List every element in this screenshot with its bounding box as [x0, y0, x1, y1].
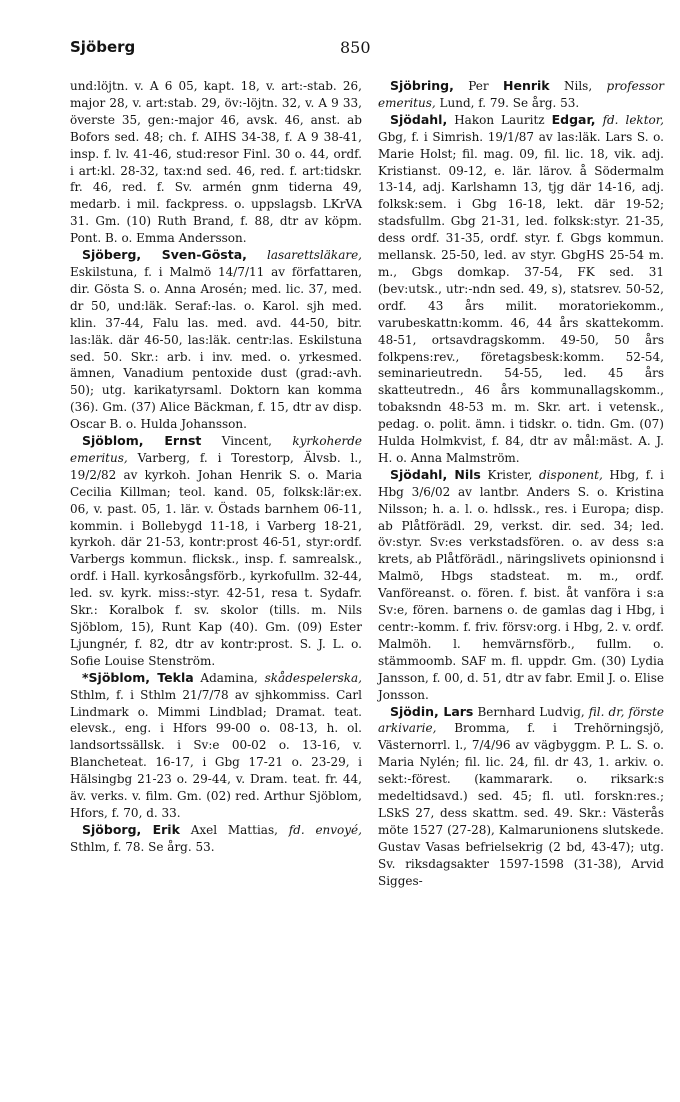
entry-surname: Sjödahl, [390, 111, 448, 127]
entry-given-names-tail: Nils, [549, 79, 593, 93]
entry-given-names: Bernhard Ludvig, [473, 704, 585, 719]
entry-text: Gbg, f. i Simrish. 19/1/87 av las:läk. Lars S. o. Marie Holst; fil. mag. 09, fil. lic. 18, vik. adj. Kristianst. 09-12, e. lär. lärov. å Södermalm 13-14, adj. Karlshamn 13, tjg där 14-16, adj. folksk:sem. i Gbg 16-18, lekt. där 19-52; stadsfullm. Gbg 21-31, led. folksk:styr. 21-35, dess ordf. 31-35, ordf. styr. f. Gbgs kommun. mellansk. 25-50, led. av styr. GbgHS 25-54 m. m., Gbgs domkap. 37-54, FK sed. 31 (bev:utsk., utr:-ndn sed. 49, s), statsrev. 50-52, ordf. 43 års milit. moratoriekomm., varubeskattn:komm. 46, 44 års skattekomm. 48-51, ortsavdragskomm. 49-50, 50 års folkpens:rev., företagsbesk:komm. 52-54, seminarieutredn. 54-55, led. 45 års skatteutredn., 46 års kommunallagskomm., tobaksndn 48-53 m. m. Skr. art. i vetensk., pedag. o. polit. ämn. i tidskr. o. tidn. Gm. (07) Hulda Holmkvist, f. 84, dtr av mål:mäst. A. J. H. o. Anna Malmström. [378, 129, 664, 465]
biography-entry [70, 433, 362, 670]
running-head: Sjöberg [70, 38, 136, 56]
entry-text: Hbg, f. i Hbg 3/6/02 av lantbr. Anders S. o. Kristina Nilsson; h. a. l. o. hdlssk., res. i Europa; disp. ab Plåtförädl. 29, verkst. dir. sed. 34; led. öv:styr. Sv:es verkstadsfören. o. av dess s:a krets, ab Plåtförädl., näringslivets opinionsnd i Malmö, Hbgs stadsteat. m. m., ordf. Vanföreanst. o. fören. f. bist. åt vanföra i s:a Sv:e, fören. barnens o. de gamlas dag i Hbg, i centr:-komm. f. friv. försv:org. i Hbg, 2. v. ordf. Malmöh. l. hemvärnsförb., fullm. o. stämmoomb. SAF m. fl. uppdr. Gm. (30) Lydia Jansson, f. 00, d. 51, dtr av fabr. Emil J. o. Elise Jonsson. [378, 467, 664, 702]
entry-occupation: fd. envoyé, [288, 822, 362, 837]
entry-given-names: Krister, [480, 467, 533, 482]
entry-surname: Sjöblom, Ernst [82, 433, 202, 449]
entry-given-names: Per [453, 79, 503, 93]
entry-call-name: Edgar, [551, 111, 596, 127]
entry-surname: Sjöberg, Sven-Gösta, [82, 247, 247, 263]
entry-continuation [70, 78, 362, 247]
right-column [378, 78, 664, 890]
entry-occupation: skådespelerska, [264, 670, 362, 685]
biography-entry [378, 704, 664, 890]
entry-occupation: disponent, [538, 467, 603, 482]
page-header [70, 38, 630, 62]
entry-surname: Sjöbring, [390, 78, 454, 93]
entry-text: Sthlm, f. 78. Se årg. 53. [70, 839, 215, 854]
entry-text: Varberg, f. i Torestorp, Älvsb. l., 19/2/82 av kyrkoh. Johan Henrik S. o. Maria Cecilia Killman; teol. kand. 05, folksk:lär:ex. 06, v. past. 05, 1. lär. v. Östads barnhem 06-11, kommin. i Bollebygd 11-18, i Varberg 18-21, kyrkoh. där 21-53, kontr:prost 46-51, styr:ordf. Varbergs kommun. flicksk., insp. f. samrealsk., ordf. i Hall. kyrkosångsförb., kyrkofullm. 32-44, led. sv. kyrk. miss:-styr. 42-51, resa t. Sydafr. Skr.: Koralbok f. sv. skolor (tills. m. Nils Sjöblom, 15), Runt Kap (40). Gm. (09) Ester Ljungnér, f. 82, dtr av kontr:prost. S. J. L. o. Sofie Louise Stenström. [70, 450, 362, 668]
entry-occupation: fd. lektor, [602, 112, 664, 127]
biography-entry [378, 78, 664, 112]
entry-text: Eskilstuna, f. i Malmö 14/7/11 av författaren, dir. Gösta S. o. Anna Arosén; med. lic. 37, med. dr 50, und:läk. Seraf:-las. o. Karol. sjh med. klin. 37-44, Falu las. med. avd. 44-50, bitr. las:läk. där 46-50, las:läk. centr:las. Eskilstuna sed. 50. Skr.: arb. i inv. med. o. yrkesmed. ämnen, Vanadium pentoxide dust (grad:-avh. 50); utg. karikatyrsaml. Doktorn kan komma (36). Gm. (37) Alice Bäckman, f. 15, dtr av disp. Oscar B. o. Hulda Johansson. [70, 264, 362, 432]
entry-given-names: Vincent, [201, 434, 272, 449]
entry-call-name: Henrik [503, 78, 550, 93]
entry-occupation: professor emeritus, [378, 79, 664, 110]
entry-occupation: lasarettsläkare, [266, 248, 362, 263]
entry-surname: Sjödin, Lars [390, 703, 474, 719]
biography-entry [70, 247, 362, 433]
biography-entry [378, 112, 664, 467]
biography-entry [70, 822, 362, 856]
entry-text: Lund, f. 79. Se årg. 53. [439, 95, 580, 110]
entry-occupation: fil. dr, förste arkivarie, [378, 704, 664, 736]
left-column [70, 78, 362, 856]
entry-occupation: kyrkoherde emeritus, [70, 434, 362, 465]
entry-text: und:löjtn. v. A 6 05, kapt. 18, v. art:-stab. 26, major 28, v. art:stab. 29, öv:-löjtn. 32, v. A 9 33, överste 35, gen:-major 46, avsk. 46, anst. ab Bofors sed. 48; ch. f. AIHS 34-38, f. A 9 38-41, insp. f. lv. 41-46, stud:resor Finl. 30 o. 44, ordf. i art:kl. 28-32, tax:nd sed. 46, red. f. art:tidskr. fr. 46, red. f. Sv. armén gnm tiderna 49, medarb. i mil. fackpress. o. uppslagsb. LKrVA 31. Gm. (10) Ruth Brand, f. 88, dtr av köpm. Pont. B. o. Emma Andersson. [70, 79, 362, 246]
page-number: 850 [340, 38, 371, 57]
entry-text: Bromma, f. i Trehörningsjö, Västernorrl. l., 7/4/96 av vägbyggm. P. L. S. o. Maria Nylén; fil. lic. 24, fil. dr 43, 1. arkiv. o. sekt:-förest. (kammarark. o. riksark:s medeltidsavd.) sed. 45; fl. utl. forskn:res.; LSkS 27, dess skattm. sed. 49. Skr.: Västerås möte 1527 (27-28), Kalmarunionens slutskede. Gustav Vasas befrielsekrig (2 bd, 43-47); utg. Sv. riksdagsakter 1597-1598 (31-38), Arvid Sigges- [378, 721, 664, 888]
entry-text: Sthlm, f. i Sthlm 21/7/78 av sjhkommiss. Carl Lindmark o. Mimmi Lindblad; Dramat. teat. elevsk., eng. i Hfors 99-00 o. 08-13, h. ol. landsortssällsk. i Sv:e 00-02 o. 13-16, v. Blancheteat. 16-17, i Gbg 17-21 o. 23-29, i Hälsingbg 21-23 o. 29-44, v. Dram. teat. fr. 44, äv. verks. v. film. Gm. (02) red. Arthur Sjöblom, Hfors, f. 70, d. 33. [70, 687, 362, 820]
entry-given-names: Adamina, [193, 670, 258, 685]
entry-surname: Sjöborg, Erik [82, 821, 180, 837]
biography-entry [378, 467, 664, 704]
entry-given-names: Hakon Lauritz [447, 112, 552, 127]
entry-surname: *Sjöblom, Tekla [82, 669, 194, 685]
biography-entry [70, 670, 362, 822]
entry-given-names: Axel Mattias, [179, 822, 278, 837]
entry-surname: Sjödahl, Nils [390, 466, 481, 482]
